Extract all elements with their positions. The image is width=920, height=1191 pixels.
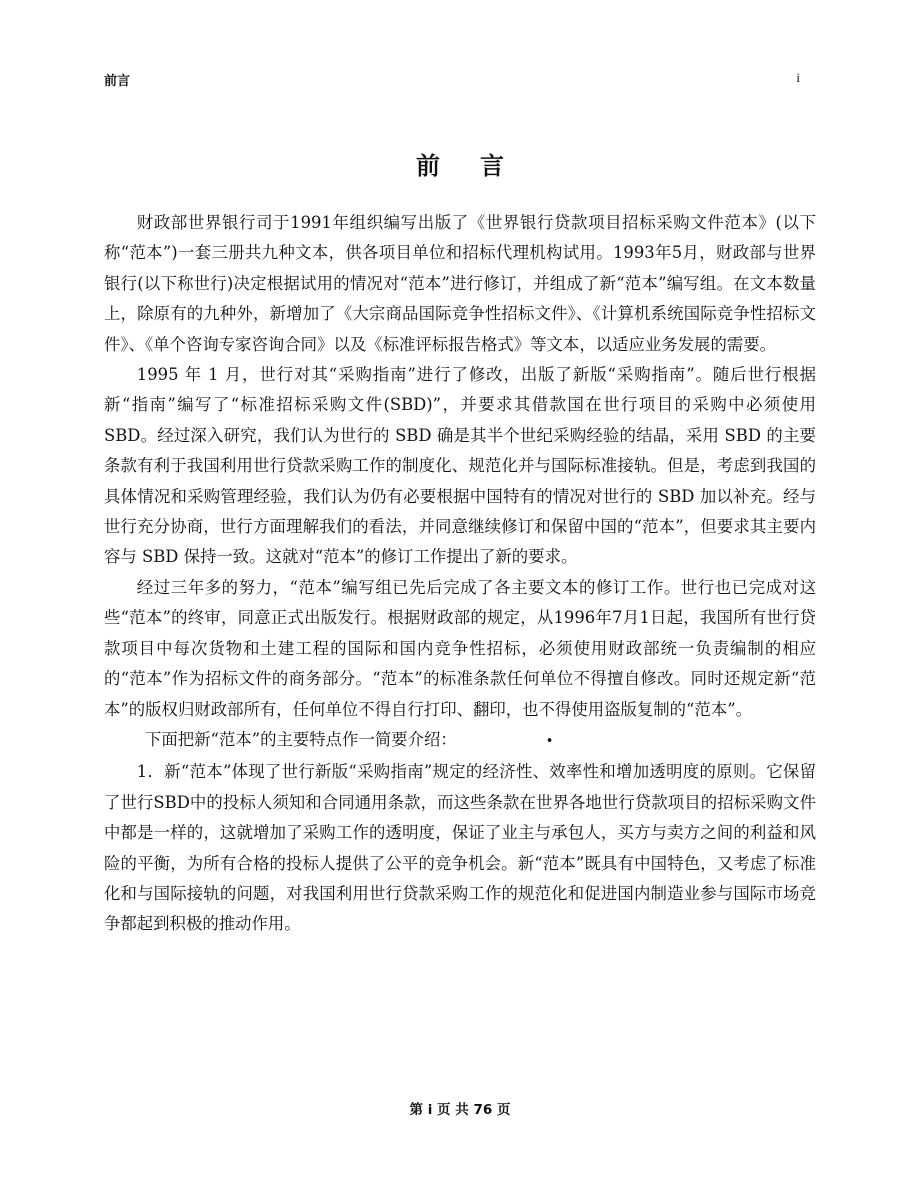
intro-text: 下面把新“范本”的主要特点作一简要介绍： — [145, 729, 457, 749]
page-footer: 第 i 页 共 76 页 — [409, 1102, 511, 1118]
header-section-title: 前言 — [104, 74, 131, 89]
paragraph-point-1: 1．新“范本”体现了世行新版“采购指南”规定的经济性、效率性和增加透明度的原则。它保留了世行SBD中的投标人须知和合同通用条款，而这些条款在世界各地世行贷款项目的招标采购文件中都是一样的，这就增加了采购工作的透明度，保证了业主与承包人，买方与卖方之间的利益和风险的平衡，为所有合格的投标人提供了公平的竞争机会。新“范本”既具有中国特色，又考虑了标准化和与国际接轨的问题，对我国利用世行贷款采购工作的规范化和促进国内制造业参与国际市场竞争都起到积极的推动作用。 — [104, 762, 816, 934]
paragraph-history: 财政部世界银行司于1991年组织编写出版了《世界银行贷款项目招标采购文件范本》(以下称“范本”)一套三册共九种文本，供各项目单位和招标代理机构试用。1993年5月，财政部与世界银行(以下称世行)决定根据试用的情况对“范本”进行修订，并组成了新“范本”编写组。在文本数量上，除原有的九种外，新增加了《大宗商品国际竞争性招标文件》、《计算机系统国际竞争性招标文件》、《单个咨询专家咨询合同》以及《标准评标报告格式》等文本，以适应业务发展的需要。 — [104, 213, 816, 354]
paragraph-revision: 经过三年多的努力，“范本”编写组已先后完成了各主要文本的修订工作。世行也已完成对这些“范本”的终审，同意正式出版发行。根据财政部的规定，从1996年7月1日起，我国所有世行贷款项目中每次货物和土建工程的国际和国内竞争性招标，必须使用财政部统一负责编制的相应的“范本”作为招标文件的商务部分。“范本”的标准条款任何单位不得擅自修改。同时还规定新“范本”的版权归财政部所有，任何单位不得自行打印、翻印，也不得使用盗版复制的“范本”。 — [104, 577, 816, 719]
running-header — [104, 70, 800, 88]
page-title: 前言 — [416, 152, 544, 180]
header-page-number: i — [796, 70, 800, 85]
paragraph-sbd: 1995 年 1 月，世行对其“采购指南”进行了修改，出版了新版“采购指南”。随后世行根据新“指南”编写了“标准招标采购文件(SBD)”，并要求其借款国在世行项目的采购中必须使用 SBD。经过深入研究，我们认为世行的 SBD 确是其半个世纪采购经验的结晶，采用 SBD 的主要条款有利于我国利用世行贷款采购工作的制度化、规范化并与国际标准接轨。但是，考虑到我国的具体情况和采购管理经验，我们认为仍有必要根据中国特有的情况对世行的 SBD 加以补充。经与世行充分协商，世行方面理解我们的看法，并同意继续修订和保留中国的“范本”，但要求其主要内容与 SBD 保持一致。这就对“范本”的修订工作提出了新的要求。 — [104, 365, 816, 567]
paragraph-intro — [104, 725, 816, 757]
document-body — [104, 208, 816, 940]
bullet-dot: • — [545, 733, 554, 749]
